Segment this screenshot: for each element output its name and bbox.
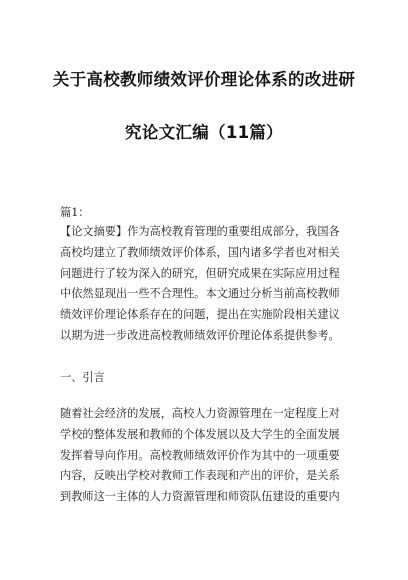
article-label: 篇1： [60, 206, 90, 219]
abstract-line: 【论文摘要】作为高校教育管理的重要组成部分，我国各 [60, 225, 340, 238]
body-paragraph [60, 404, 352, 508]
abstract-line: 高校均建立了教师绩效评价体系，国内诸多学者也对相关 [60, 245, 340, 259]
abstract-line: 以期为进一步改进高校教师绩效评价理论体系提供参考。 [60, 328, 340, 342]
abstract-paragraph [60, 222, 352, 347]
body-line: 到教师这一主体的人力资源管理和师资队伍建设的重要内 [60, 490, 340, 504]
body-line: 内容，反映出学校对教师工作表现和产出的评价，是关系 [60, 469, 340, 483]
abstract-line: 问题进行了较为深入的研究，但研究成果在实际应用过程 [60, 266, 340, 280]
document-title-line-2: 究论文汇编（11篇） [125, 123, 283, 142]
abstract-line: 中依然显现出一些不合理性。本文通过分析当前高校教师 [60, 287, 340, 301]
section-heading: 一、引言 [60, 371, 105, 384]
body-line: 发挥着导向作用。高校教师绩效评价作为其中的一项重要 [60, 448, 340, 462]
body-line: 学校的整体发展和教师的个体发展以及大学生的全面发展 [60, 427, 340, 441]
document-title-line-1: 关于高校教师绩效评价理论体系的改进研 [52, 70, 356, 89]
body-line: 随着社会经济的发展，高校人力资源管理在一定程度上对 [60, 407, 340, 420]
abstract-line: 绩效评价理论体系存在的问题，提出在实施阶段相关建议 [60, 308, 340, 322]
